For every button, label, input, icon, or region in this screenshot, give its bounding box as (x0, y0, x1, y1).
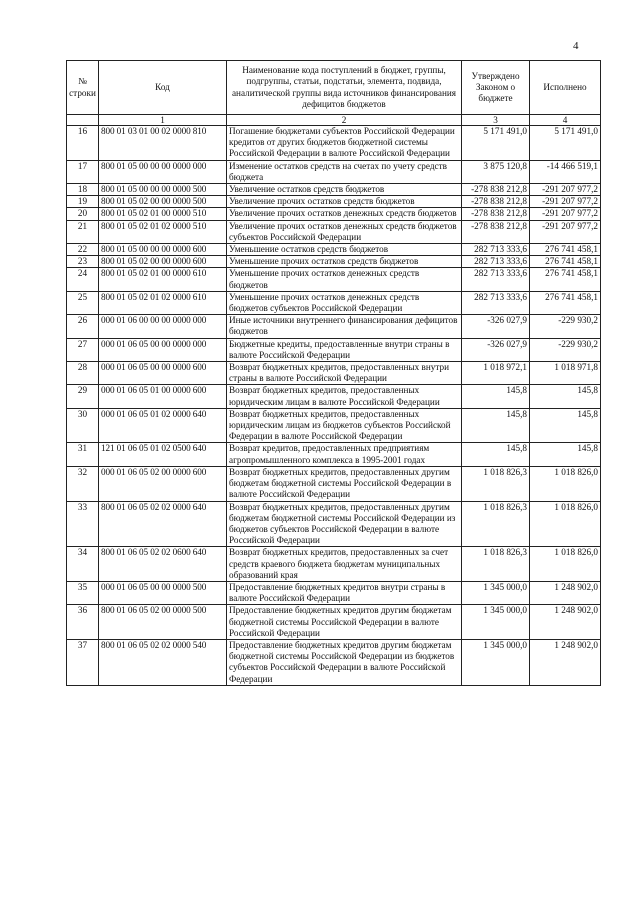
code-cell: 800 01 05 02 01 00 0000 610 (99, 268, 227, 291)
name-cell: Увеличение остатков средств бюджетов (227, 184, 462, 196)
executed-cell: -291 207 977,2 (530, 196, 601, 208)
table-row (67, 208, 601, 220)
table-header-row (67, 61, 601, 115)
approved-cell: 1 018 826,3 (462, 547, 530, 582)
column-number: 2 (227, 115, 462, 126)
column-number (67, 115, 99, 126)
approved-cell: -278 838 212,8 (462, 220, 530, 243)
executed-cell: 276 741 458,1 (530, 268, 601, 291)
executed-cell: -291 207 977,2 (530, 184, 601, 196)
executed-cell: -291 207 977,2 (530, 208, 601, 220)
row-number-cell: 17 (67, 160, 99, 183)
table-row (67, 639, 601, 685)
approved-cell: 1 018 826,3 (462, 501, 530, 547)
name-cell: Иные источники внутреннего финансирования дефицитов бюджетов (227, 315, 462, 338)
name-cell: Погашение бюджетами субъектов Российской Федерации кредитов от других бюджетов бюджетной системы Российской Федерации в валюте Российской Федерации (227, 126, 462, 161)
header-name: Наименование кода поступлений в бюджет, группы, подгруппы, статьи, подстатьи, элемента, подвида, аналитической группы вида источников финансирования дефицитов бюджетов (227, 61, 462, 115)
code-cell: 800 01 05 02 01 02 0000 610 (99, 291, 227, 314)
row-number-cell: 28 (67, 362, 99, 385)
approved-cell: 145,8 (462, 385, 530, 408)
approved-cell: -278 838 212,8 (462, 184, 530, 196)
approved-cell: -326 027,9 (462, 315, 530, 338)
table-row (67, 547, 601, 582)
name-cell: Возврат бюджетных кредитов, предоставленных внутри страны в валюте Российской Федерации (227, 362, 462, 385)
executed-cell: -229 930,2 (530, 315, 601, 338)
name-cell: Увеличение прочих остатков средств бюджетов (227, 196, 462, 208)
name-cell: Увеличение прочих остатков денежных средств бюджетов субъектов Российской Федерации (227, 220, 462, 243)
name-cell: Возврат бюджетных кредитов, предоставленных юридическим лицам из бюджетов субъектов Российской Федерации в валюте Российской Федерации (227, 408, 462, 443)
approved-cell: -326 027,9 (462, 338, 530, 361)
row-number-cell: 19 (67, 196, 99, 208)
executed-cell: -229 930,2 (530, 338, 601, 361)
row-number-cell: 26 (67, 315, 99, 338)
executed-cell: 1 018 826,0 (530, 547, 601, 582)
row-number-cell: 37 (67, 639, 99, 685)
table-row (67, 338, 601, 361)
executed-cell: 5 171 491,0 (530, 126, 601, 161)
executed-cell: 145,8 (530, 443, 601, 466)
table-row (67, 256, 601, 268)
table-row (67, 362, 601, 385)
table-row (67, 160, 601, 183)
row-number-cell: 33 (67, 501, 99, 547)
row-number-cell: 24 (67, 268, 99, 291)
row-number-cell: 36 (67, 605, 99, 640)
approved-cell: -278 838 212,8 (462, 208, 530, 220)
approved-cell: 282 713 333,6 (462, 291, 530, 314)
executed-cell: 1 018 971,8 (530, 362, 601, 385)
row-number-cell: 31 (67, 443, 99, 466)
approved-cell: 282 713 333,6 (462, 268, 530, 291)
name-cell: Предоставление бюджетных кредитов другим бюджетам бюджетной системы Российской Федерации в валюте Российской Федерации (227, 605, 462, 640)
table-row (67, 581, 601, 604)
table-body (67, 126, 601, 686)
budget-sources-table (66, 60, 601, 686)
name-cell: Возврат бюджетных кредитов, предоставленных другим бюджетам бюджетной системы Российской Федерации из бюджетов субъектов Российской Федерации в валюте Российской Федерации (227, 501, 462, 547)
table-row (67, 466, 601, 501)
table-row (67, 443, 601, 466)
column-number: 3 (462, 115, 530, 126)
row-number-cell: 16 (67, 126, 99, 161)
executed-cell: 276 741 458,1 (530, 291, 601, 314)
table-row (67, 501, 601, 547)
approved-cell: -278 838 212,8 (462, 196, 530, 208)
code-cell: 800 01 06 05 02 02 0600 640 (99, 547, 227, 582)
code-cell: 000 01 06 05 01 02 0000 640 (99, 408, 227, 443)
table-row (67, 196, 601, 208)
row-number-cell: 30 (67, 408, 99, 443)
executed-cell: -291 207 977,2 (530, 220, 601, 243)
code-cell: 800 01 05 02 00 00 0000 600 (99, 256, 227, 268)
table-row (67, 315, 601, 338)
name-cell: Уменьшение прочих остатков денежных средств бюджетов субъектов Российской Федерации (227, 291, 462, 314)
executed-cell: 145,8 (530, 408, 601, 443)
code-cell: 800 01 06 05 02 02 0000 640 (99, 501, 227, 547)
code-cell: 000 01 06 05 00 00 0000 600 (99, 362, 227, 385)
table-row (67, 408, 601, 443)
column-number: 4 (530, 115, 601, 126)
approved-cell: 1 345 000,0 (462, 581, 530, 604)
executed-cell: -14 466 519,1 (530, 160, 601, 183)
row-number-cell: 18 (67, 184, 99, 196)
executed-cell: 276 741 458,1 (530, 256, 601, 268)
header-executed: Исполнено (530, 61, 601, 115)
table-row (67, 220, 601, 243)
row-number-cell: 32 (67, 466, 99, 501)
table-row (67, 126, 601, 161)
table-row (67, 244, 601, 256)
name-cell: Увеличение прочих остатков денежных средств бюджетов (227, 208, 462, 220)
name-cell: Уменьшение остатков средств бюджетов (227, 244, 462, 256)
code-cell: 800 01 05 02 01 02 0000 510 (99, 220, 227, 243)
code-cell: 000 01 06 05 00 00 0000 000 (99, 338, 227, 361)
approved-cell: 1 345 000,0 (462, 639, 530, 685)
page-number: 4 (573, 40, 579, 52)
row-number-cell: 35 (67, 581, 99, 604)
code-cell: 800 01 03 01 00 02 0000 810 (99, 126, 227, 161)
row-number-cell: 34 (67, 547, 99, 582)
executed-cell: 1 018 826,0 (530, 466, 601, 501)
header-row-number: № строки (67, 61, 99, 115)
approved-cell: 3 875 120,8 (462, 160, 530, 183)
name-cell: Изменение остатков средств на счетах по учету средств бюджета (227, 160, 462, 183)
code-cell: 121 01 06 05 01 02 0500 640 (99, 443, 227, 466)
code-cell: 800 01 05 02 00 00 0000 500 (99, 196, 227, 208)
name-cell: Предоставление бюджетных кредитов другим бюджетам бюджетной системы Российской Федерации из бюджетов субъектов Российской Федерации в валюте Российской Федерации (227, 639, 462, 685)
name-cell: Предоставление бюджетных кредитов внутри страны в валюте Российской Федерации (227, 581, 462, 604)
name-cell: Возврат бюджетных кредитов, предоставленных другим бюджетам бюджетной системы Российской Федерации в валюте Российской Федерации (227, 466, 462, 501)
column-number: 1 (99, 115, 227, 126)
row-number-cell: 20 (67, 208, 99, 220)
approved-cell: 145,8 (462, 443, 530, 466)
approved-cell: 1 345 000,0 (462, 605, 530, 640)
code-cell: 800 01 06 05 02 00 0000 500 (99, 605, 227, 640)
code-cell: 000 01 06 05 00 00 0000 500 (99, 581, 227, 604)
row-number-cell: 23 (67, 256, 99, 268)
approved-cell: 282 713 333,6 (462, 244, 530, 256)
code-cell: 800 01 05 00 00 00 0000 600 (99, 244, 227, 256)
table-row (67, 184, 601, 196)
code-cell: 800 01 05 00 00 00 0000 500 (99, 184, 227, 196)
code-cell: 000 01 06 05 02 00 0000 600 (99, 466, 227, 501)
table-row (67, 385, 601, 408)
name-cell: Уменьшение прочих остатков денежных средств бюджетов (227, 268, 462, 291)
executed-cell: 1 248 902,0 (530, 581, 601, 604)
column-numbers-row (67, 115, 601, 126)
executed-cell: 1 018 826,0 (530, 501, 601, 547)
row-number-cell: 22 (67, 244, 99, 256)
approved-cell: 282 713 333,6 (462, 256, 530, 268)
executed-cell: 1 248 902,0 (530, 639, 601, 685)
name-cell: Возврат бюджетных кредитов, предоставленных за счет средств краевого бюджета бюджетам муниципальных образований края (227, 547, 462, 582)
code-cell: 800 01 05 02 01 00 0000 510 (99, 208, 227, 220)
executed-cell: 145,8 (530, 385, 601, 408)
name-cell: Бюджетные кредиты, предоставленные внутри страны в валюте Российской Федерации (227, 338, 462, 361)
row-number-cell: 25 (67, 291, 99, 314)
name-cell: Возврат кредитов, предоставленных предприятиям агропромышленного комплекса в 1995-2001 годах (227, 443, 462, 466)
table-row (67, 268, 601, 291)
code-cell: 800 01 06 05 02 02 0000 540 (99, 639, 227, 685)
header-approved: Утверждено Законом о бюджете (462, 61, 530, 115)
name-cell: Уменьшение прочих остатков средств бюджетов (227, 256, 462, 268)
code-cell: 000 01 06 00 00 00 0000 000 (99, 315, 227, 338)
table-row (67, 291, 601, 314)
approved-cell: 5 171 491,0 (462, 126, 530, 161)
table-row (67, 605, 601, 640)
row-number-cell: 27 (67, 338, 99, 361)
row-number-cell: 21 (67, 220, 99, 243)
executed-cell: 276 741 458,1 (530, 244, 601, 256)
approved-cell: 1 018 826,3 (462, 466, 530, 501)
row-number-cell: 29 (67, 385, 99, 408)
name-cell: Возврат бюджетных кредитов, предоставленных юридическим лицам в валюте Российской Федерации (227, 385, 462, 408)
code-cell: 000 01 06 05 01 00 0000 600 (99, 385, 227, 408)
code-cell: 800 01 05 00 00 00 0000 000 (99, 160, 227, 183)
header-code: Код (99, 61, 227, 115)
approved-cell: 145,8 (462, 408, 530, 443)
executed-cell: 1 248 902,0 (530, 605, 601, 640)
approved-cell: 1 018 972,1 (462, 362, 530, 385)
